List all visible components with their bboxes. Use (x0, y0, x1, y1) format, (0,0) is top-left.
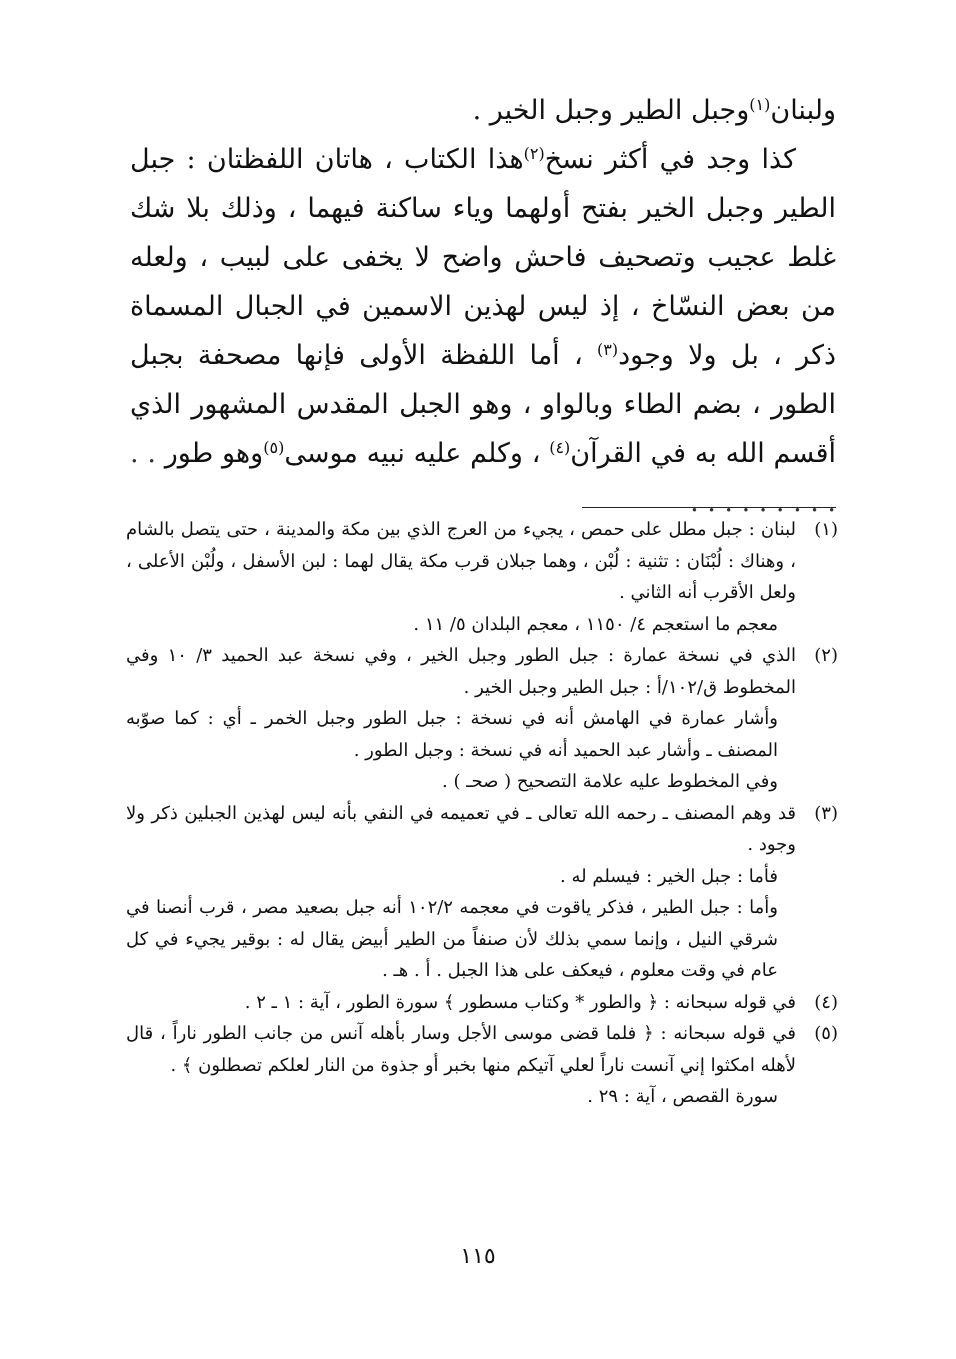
footnote-ref-3[interactable]: (٣) (597, 340, 619, 359)
footnotes-section (126, 514, 838, 1113)
footnote-3 (126, 798, 838, 987)
footnote-ref-4[interactable]: (٤) (549, 438, 571, 457)
footnote-text: في قوله سبحانه : ﴿ والطور * وكتاب مسطور ﴾ سورة الطور ، آية : ١ ـ ٢ . (244, 991, 796, 1013)
footnote-body (126, 1018, 796, 1113)
footnote-text: وأما : جبل الطير ، فذكر ياقوت في معجمه ١٠٢/٢ أنه جبل بصعيد مصر ، قرب أنصنا في شرقي النيل ، وإنما سمي بذلك لأن صنفاً من الطير أبيض يقال له : بوقير يجيء في كل عام في وقت معلوم ، فيعكف على هذا الجبل . أ . هـ . (126, 897, 779, 981)
footnote-body (126, 640, 796, 798)
main-paragraph-1 (130, 86, 836, 135)
footnote-body (126, 987, 796, 1019)
footnote-ref-5[interactable]: (٥) (263, 438, 285, 457)
footnote-1 (126, 514, 838, 640)
main-text-run: ، وكلم عليه نبيه موسى (284, 438, 541, 469)
main-text-run: وجبل الطير وجبل الخير . (472, 95, 750, 126)
footnote-body (126, 798, 796, 987)
footnote-number: (٥) (814, 1023, 838, 1044)
footnote-4 (126, 987, 838, 1019)
footnote-number: (١) (814, 519, 838, 540)
footnote-text: قد وهم المصنف ـ رحمه الله تعالى ـ في تعميمه في النفي بأنه ليس لهذين الجبلين ذكر ولا وجود . (126, 802, 796, 855)
footnote-number: (٢) (814, 645, 838, 666)
footnote-text: معجم ما استعجم ٤/ ١١٥٠ ، معجم البلدان ٥/ ١١ . (413, 613, 778, 635)
footnote-text: وفي المخطوط عليه علامة التصحيح ( صحـ ) . (442, 771, 778, 792)
main-text (130, 86, 836, 527)
footnote-text: لبنان : جبل مطل على حمص ، يجيء من العرج الذي بين مكة والمدينة ، حتى يتصل بالشام ، وهناك : لُبْنَان : تثنية : لُبْن ، وهما جبلان قرب مكة يقال لهما : لبن الأسفل ، ولُبْن الأعلى ، ولعل الأقرب أنه الثاني . (126, 519, 796, 603)
page-number: ١١٥ (460, 1244, 496, 1269)
footnote-number: (٤) (814, 991, 838, 1013)
footnote-ref-1[interactable]: (١) (749, 95, 771, 114)
main-text-run: ، أما اللفظة الأولى فإنها مصحفة بجبل الطور ، بضم الطاء وبالواو ، وهو الجبل المقدس المشهور الذي أقسم الله به في القرآن (130, 340, 837, 469)
footnote-ref-2[interactable]: (٢) (523, 144, 545, 163)
footnote-5 (126, 1018, 838, 1113)
footnote-text: سورة القصص ، آية : ٢٩ . (587, 1086, 778, 1107)
footnote-text: الذي في نسخة عمارة : جبل الطور وجبل الخير ، وفي نسخة عبد الحميد ٣/ ١٠ وفي المخطوط ق/١٠٢/أ : جبل الطير وجبل الخير . (126, 645, 796, 698)
footnote-text: فأما : جبل الخير : فيسلم له . (560, 865, 778, 887)
footnote-2 (126, 640, 838, 798)
continuation-dots: . . . . . . . . . . . (130, 438, 836, 518)
footnote-number: (٣) (814, 802, 838, 824)
main-text-run: وهو طور (164, 438, 264, 469)
main-text-run: هذا الكتاب ، هاتان اللفظتان : جبل الطير وجبل الخير بفتح أولهما وياء ساكنة فيهما ، وذلك بلا شك غلط عجيب وتصحيف فاحش واضح لا يخفى على لبيب ، ولعله من بعض النسّاخ ، إذ ليس لهذين الاسمين في الجبال المسماة ذكر ، بل ولا وجود (130, 144, 836, 371)
footnote-body (126, 514, 796, 640)
main-text-run: كذا وجد في أكثر نسخ (544, 144, 796, 175)
main-paragraph-2 (130, 135, 836, 527)
footnote-text: وأشار عمارة في الهامش أنه في نسخة : جبل الطور وجبل الخمر ـ أي : كما صوّبه المصنف ـ وأشار عبد الحميد أنه في نسخة : وجبل الطور . (126, 708, 778, 761)
footnote-text: في قوله سبحانه : ﴿ فلما قضى موسى الأجل وسار بأهله آنس من جانب الطور ناراً ، قال لأهله امكثوا إني آنست ناراً لعلي آتيكم منها بخبر أو جذوة من النار لعلكم تصطلون ﴾ . (126, 1023, 796, 1076)
footnote-separator (582, 507, 836, 508)
main-text-run: ولبنان (770, 95, 836, 126)
